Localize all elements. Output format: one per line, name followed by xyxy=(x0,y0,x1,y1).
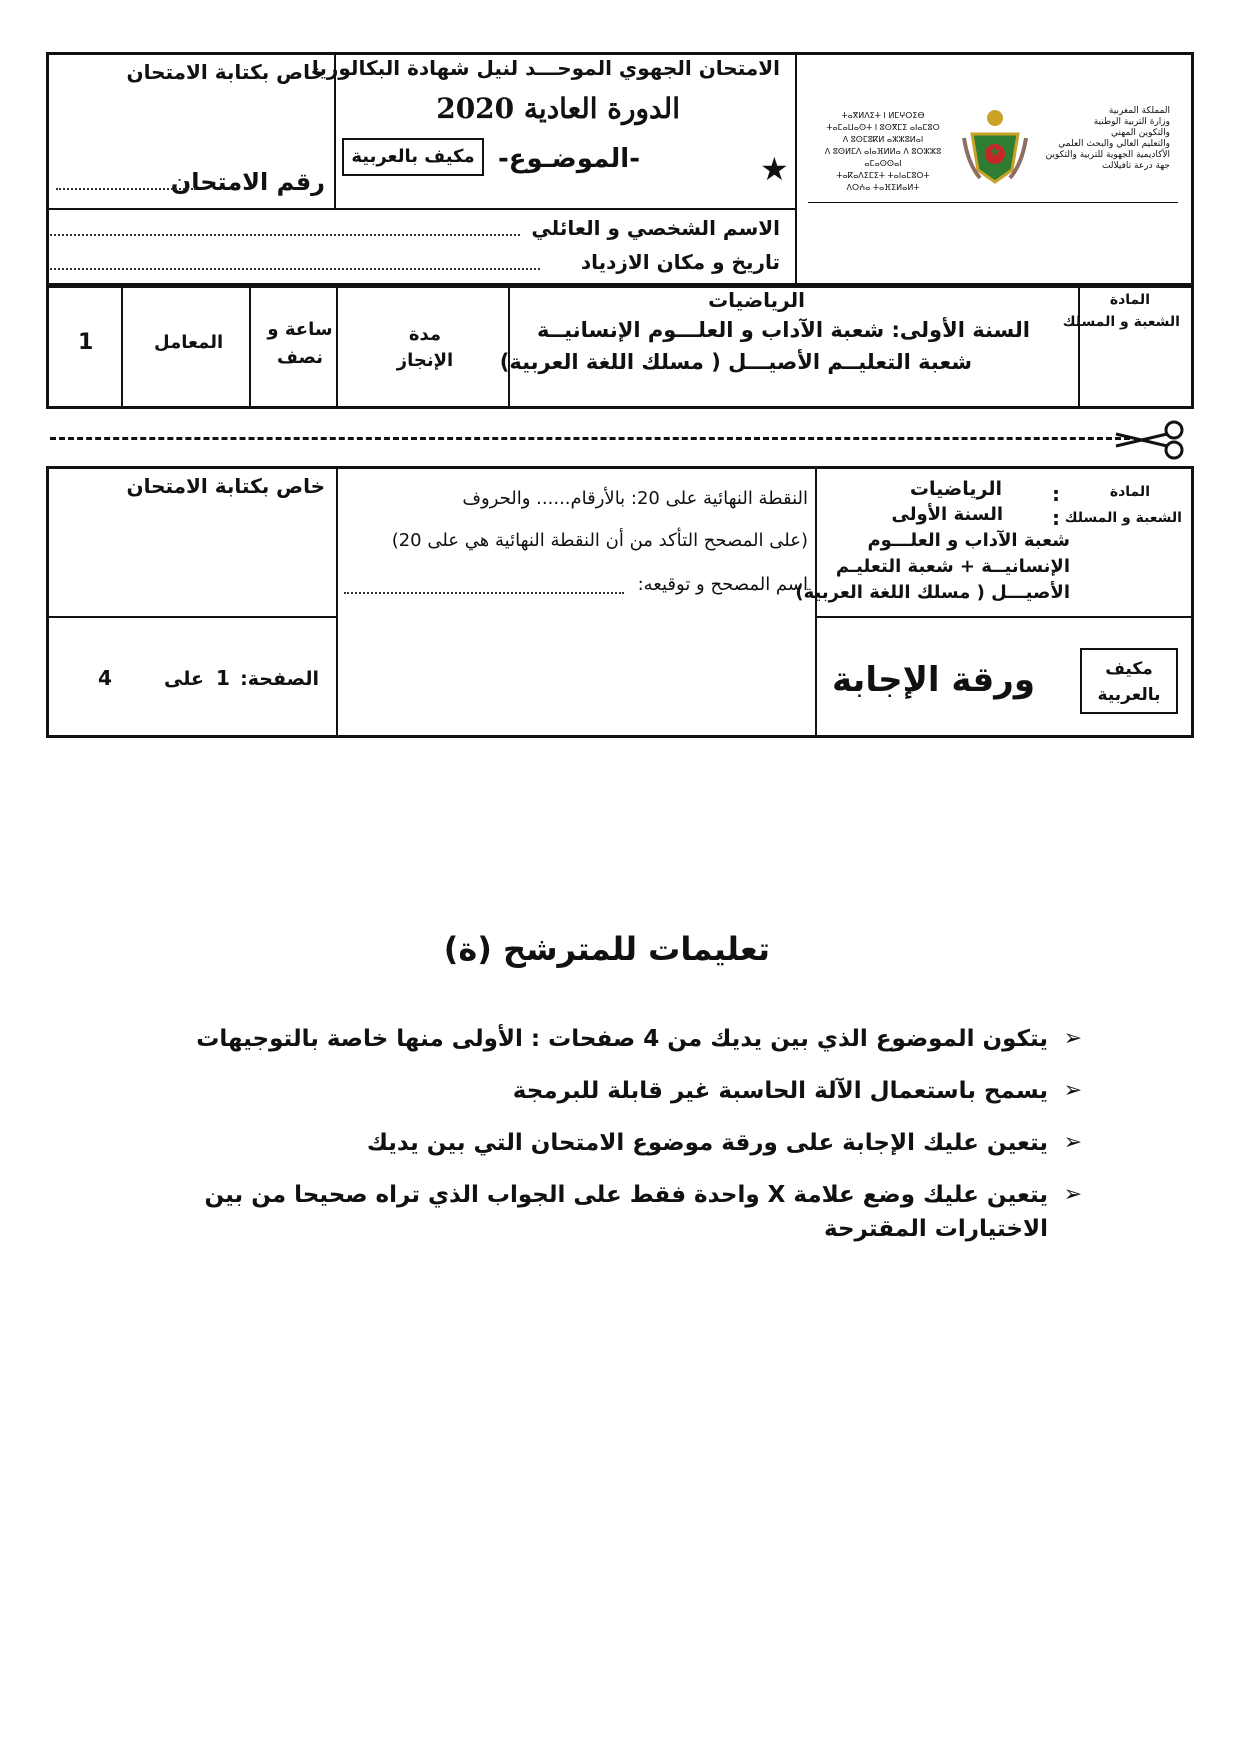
verify-note: (على المصحح التأكد من أن النقطة النهائية هي على 20) xyxy=(391,530,808,551)
arrow-icon: ➢ xyxy=(1063,1130,1082,1155)
duration-value: ساعة و نصف xyxy=(267,319,333,368)
info-branch-line1: السنة الأولى: شعبة الآداب و العلـــوم الإنسانيــة xyxy=(537,318,1030,342)
ans-year: السنة الأولى xyxy=(891,504,1003,525)
tifinagh-line: ⵜⴰⴽⴰⴷⵉⵎⵉⵜ ⵜⴰⵏⴰⵎⵓⵔⵜ xyxy=(836,171,930,180)
exam-title: الامتحان الجهوي الموحـــد لنيل شهادة البكالوريا xyxy=(311,56,780,80)
ministry-line: الأكاديمية الجهوية للتربية والتكوين xyxy=(1045,150,1170,160)
ministry-line: وزارة التربية الوطنية xyxy=(1093,117,1170,127)
star-icon: ★ xyxy=(760,150,789,188)
info-branch-label: الشعبة و المسلك xyxy=(1062,314,1180,330)
name-field[interactable] xyxy=(50,234,520,236)
tifinagh-line: ⴷⵔⵄⴰ ⵜⴰⴼⵉⵍⴰⵍⵜ xyxy=(846,183,920,192)
instruction-item xyxy=(122,1178,1082,1246)
corrector-label: اسم المصحح و توقيعه: xyxy=(637,574,808,595)
of-label: على xyxy=(164,668,204,690)
instruction-item xyxy=(122,1126,1082,1160)
reserved-label: خاص بكتابة الامتحان xyxy=(126,60,325,84)
info-branch-line2: شعبة التعليــم الأصيـــل ( مسلك اللغة العربية) xyxy=(499,350,972,374)
subject-label: -الموضـوع- xyxy=(497,144,640,174)
ans-colon-1: : xyxy=(1052,482,1060,506)
ans-colon-2: : xyxy=(1052,506,1060,530)
page-label: الصفحة: xyxy=(240,668,319,690)
page-total: 4 xyxy=(98,666,112,690)
ans-adapted-badge: مكيف بالعربية xyxy=(1080,648,1178,714)
tifinagh-line: ⵜⴰⵎⴰⵡⴰⵙⵜ ⵏ ⵓⵙⴳⵎⵉ ⴰⵏⴰⵎⵓⵔ xyxy=(826,123,940,132)
tifinagh-text xyxy=(808,110,958,194)
arrow-icon: ➢ xyxy=(1063,1182,1082,1207)
exam-number-field[interactable] xyxy=(56,188,196,190)
session-title: الدورة العادية 2020 xyxy=(436,92,680,125)
instruction-text: يتعين عليك وضع علامة X واحدة فقط على الجواب الذي تراه صحيحا من بين الاختيارات المقترحة xyxy=(204,1182,1048,1242)
final-grade: النقطة النهائية على 20: بالأرقام...... والحروف xyxy=(462,488,808,509)
info-subject-label: المادة xyxy=(1109,292,1150,308)
info-subject: الرياضيات xyxy=(708,288,805,312)
ans-branch-l1: شعبة الآداب و العلـــوم xyxy=(867,530,1070,551)
ans-branch-l2: الإنسانيــة + شعبة التعليـم xyxy=(835,556,1070,577)
ministry-line: والتعليم العالي والبحث العلمي xyxy=(1058,139,1170,149)
answer-sheet-title: ورقة الإجابة xyxy=(831,660,1035,700)
birth-label: تاريخ و مكان الازدياد xyxy=(580,250,780,274)
coat-of-arms-logo xyxy=(960,104,1030,190)
ans-branch-l3: الأصيـــل ( مسلك اللغة العربية) xyxy=(795,582,1070,603)
instructions-list xyxy=(122,1022,1082,1264)
instruction-item xyxy=(122,1074,1082,1108)
page-number: 1 xyxy=(216,666,230,690)
cut-line xyxy=(50,437,1130,440)
birth-field[interactable] xyxy=(50,268,540,270)
adapted-badge: مكيف بالعربية xyxy=(342,138,484,176)
arrow-icon: ➢ xyxy=(1063,1078,1082,1103)
tifinagh-line: ⴷ ⵓⵙⵍⵎⴷ ⴰⵏⴰⴼⵍⵍⴰ ⴷ ⵓⵔⵣⵣⵓ ⴰⵎⴰⵙⵙⴰⵏ xyxy=(824,147,942,168)
ministry-line: المملكة المغربية xyxy=(1108,106,1170,116)
ans-reserved-label: خاص بكتابة الامتحان xyxy=(126,474,325,498)
ans-subject-label: المادة xyxy=(1109,484,1150,500)
exam-number-label: رقم الامتحان xyxy=(170,168,325,196)
instructions-title: تعليمات للمترشح (ة) xyxy=(443,930,770,968)
ministry-line: والتكوين المهني xyxy=(1111,128,1170,138)
coef-value: 1 xyxy=(78,330,94,355)
scissors-icon xyxy=(1112,420,1192,460)
ministry-text xyxy=(1040,106,1170,172)
coef-label: المعامل xyxy=(154,332,224,353)
ans-branch-label: الشعبة و المسلك xyxy=(1064,510,1182,526)
instruction-text: يتكون الموضوع الذي بين يديك من 4 صفحات : الأولى منها خاصة بالتوجيهات xyxy=(196,1026,1048,1052)
instruction-text: يتعين عليك الإجابة على ورقة موضوع الامتحان التي بين يديك xyxy=(366,1130,1048,1156)
corrector-field[interactable] xyxy=(344,592,624,594)
name-label: الاسم الشخصي و العائلي xyxy=(531,216,780,240)
ans-subject: الرياضيات xyxy=(909,478,1002,500)
ministry-line: جهة درعة تافيلالت xyxy=(1101,161,1170,171)
arrow-icon: ➢ xyxy=(1063,1026,1082,1051)
instruction-text: يسمح باستعمال الآلة الحاسبة غير قابلة للبرمجة xyxy=(512,1078,1048,1104)
duration-label: مدة الإنجاز xyxy=(396,324,454,371)
tifinagh-line: ⵜⴰⴳⵍⴷⵉⵜ ⵏ ⵍⵎⵖⵔⵉⴱ xyxy=(841,111,925,120)
tifinagh-line: ⴷ ⵓⵙⵎⵓⴽⵍ ⴰⵣⵣⵓⵍⴰⵏ xyxy=(842,135,924,144)
instruction-item xyxy=(122,1022,1082,1056)
